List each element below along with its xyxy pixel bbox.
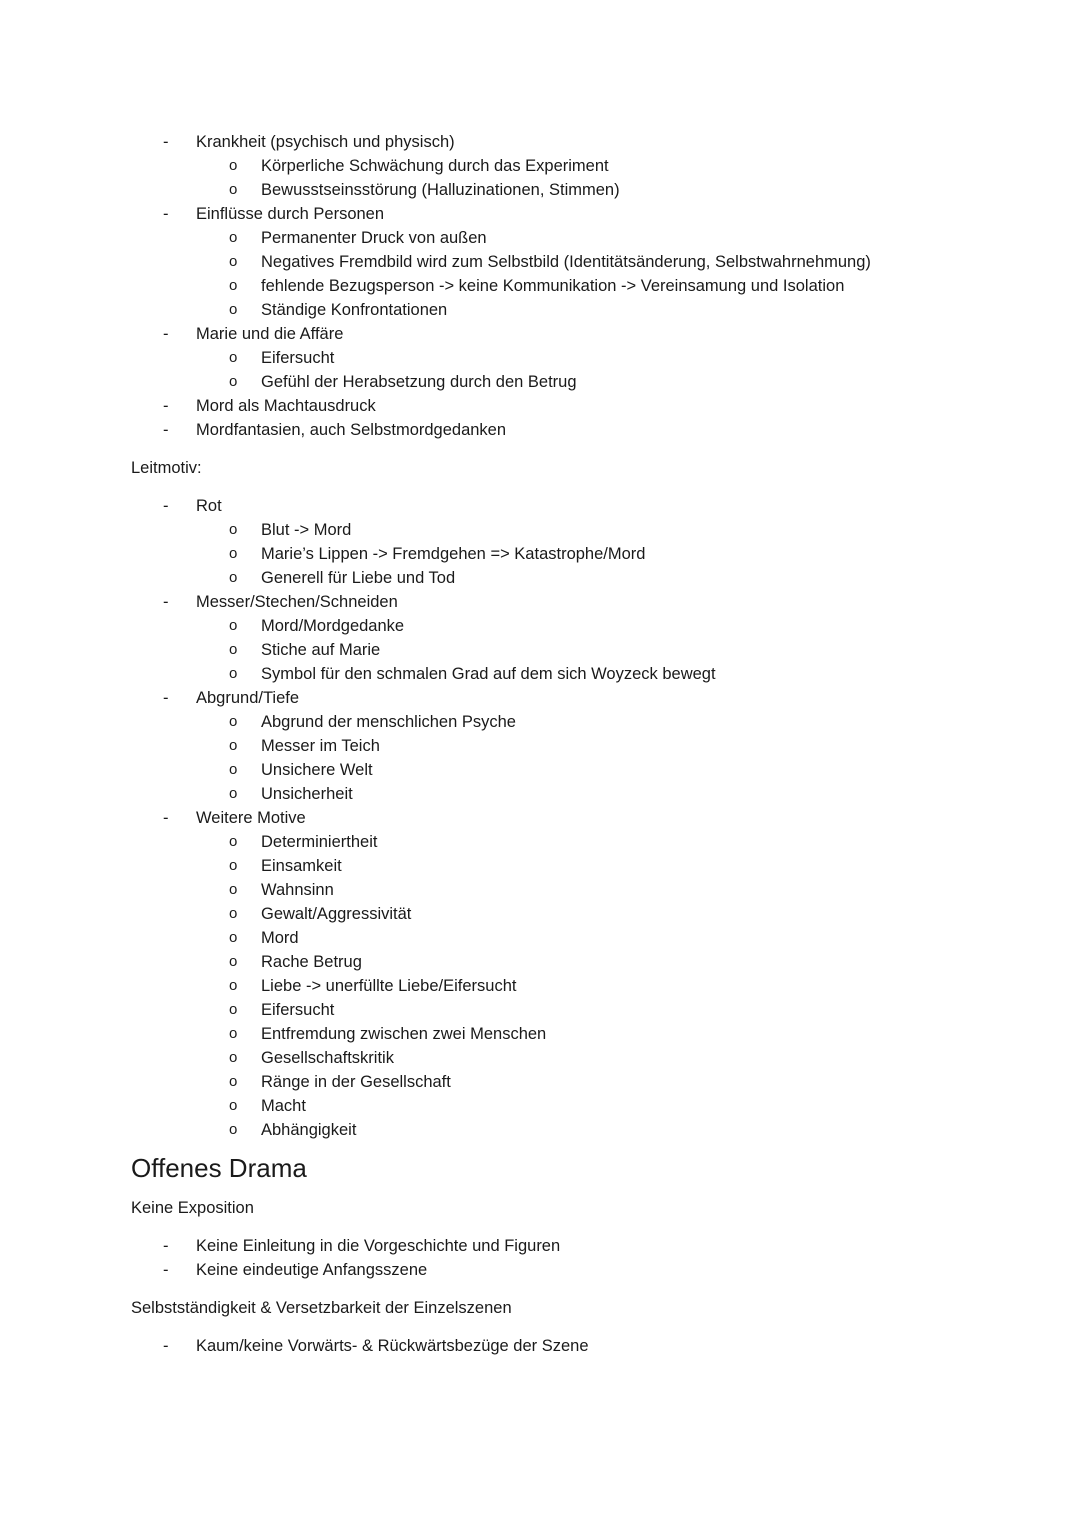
- dash-bullet: -: [163, 1261, 169, 1279]
- item-text: Unsicherheit: [261, 785, 353, 803]
- dash-bullet: -: [163, 1237, 169, 1255]
- item-text: Mordfantasien, auch Selbstmordgedanken: [196, 421, 507, 439]
- circle-bullet: o: [229, 977, 238, 994]
- item-text: Messer/Stechen/Schneiden: [196, 593, 398, 611]
- sub-list-item: [0, 758, 1080, 782]
- sub-list-item: [0, 178, 1080, 202]
- circle-bullet: o: [229, 229, 238, 246]
- item-text: fehlende Bezugsperson -> keine Kommunikation -> Vereinsamung und Isolation: [261, 277, 845, 295]
- item-text: Weitere Motive: [196, 809, 306, 827]
- list-item: [0, 418, 1080, 442]
- sub-list-item: [0, 1094, 1080, 1118]
- sub-list-item: [0, 662, 1080, 686]
- sub-list-item: [0, 566, 1080, 590]
- dash-bullet: -: [163, 809, 169, 827]
- circle-bullet: o: [229, 1121, 238, 1138]
- circle-bullet: o: [229, 545, 238, 562]
- circle-bullet: o: [229, 737, 238, 754]
- circle-bullet: o: [229, 857, 238, 874]
- circle-bullet: o: [229, 881, 238, 898]
- sub-list-item: [0, 274, 1080, 298]
- item-text: Stiche auf Marie: [261, 641, 381, 659]
- dash-bullet: -: [163, 689, 169, 707]
- sub-list-item: [0, 902, 1080, 926]
- item-text: Mord: [261, 929, 299, 947]
- dash-bullet: -: [163, 205, 169, 223]
- sub-list-item: [0, 542, 1080, 566]
- sub-list-item: [0, 518, 1080, 542]
- sub-list-item: [0, 226, 1080, 250]
- circle-bullet: o: [229, 1049, 238, 1066]
- circle-bullet: o: [229, 277, 238, 294]
- einzelszenen-label: Selbstständigkeit & Versetzbarkeit der Einzelszenen: [131, 1299, 512, 1317]
- item-text: Gesellschaftskritik: [261, 1049, 394, 1067]
- sub-list-item: [0, 878, 1080, 902]
- item-text: Einsamkeit: [261, 857, 342, 875]
- sub-list-item: [0, 1046, 1080, 1070]
- sub-list-item: [0, 370, 1080, 394]
- list-item: [0, 394, 1080, 418]
- item-text: Macht: [261, 1097, 306, 1115]
- sub-list-item: [0, 950, 1080, 974]
- circle-bullet: o: [229, 301, 238, 318]
- sub-list-item: [0, 614, 1080, 638]
- sub-list-item: [0, 154, 1080, 178]
- list-item: [0, 686, 1080, 710]
- item-text: Messer im Teich: [261, 737, 380, 755]
- exposition-label: Keine Exposition: [131, 1199, 254, 1217]
- list-item: [0, 590, 1080, 614]
- circle-bullet: o: [229, 833, 238, 850]
- sub-list-item: [0, 346, 1080, 370]
- item-text: Blut -> Mord: [261, 521, 352, 539]
- einzelszenen-list: [0, 1334, 1080, 1358]
- item-text: Negatives Fremdbild wird zum Selbstbild (Identitätsänderung, Selbstwahrnehmung): [261, 253, 871, 271]
- item-text: Gewalt/Aggressivität: [261, 905, 412, 923]
- list-item: [0, 322, 1080, 346]
- item-text: Mord als Machtausdruck: [196, 397, 376, 415]
- causes-list: [0, 130, 1080, 442]
- list-item: [0, 1334, 1080, 1358]
- sub-list-item: [0, 854, 1080, 878]
- circle-bullet: o: [229, 157, 238, 174]
- list-item: [0, 1258, 1080, 1282]
- leitmotiv-list: [0, 494, 1080, 1142]
- item-text: Gefühl der Herabsetzung durch den Betrug: [261, 373, 577, 391]
- sub-list-item: [0, 1070, 1080, 1094]
- circle-bullet: o: [229, 761, 238, 778]
- item-text: Abhängigkeit: [261, 1121, 357, 1139]
- sub-list-item: [0, 298, 1080, 322]
- list-item: [0, 494, 1080, 518]
- sub-list-item: [0, 734, 1080, 758]
- item-text: Ränge in der Gesellschaft: [261, 1073, 451, 1091]
- list-item: [0, 130, 1080, 154]
- dash-bullet: -: [163, 421, 169, 439]
- sub-list-item: [0, 926, 1080, 950]
- item-text: Bewusstseinsstörung (Halluzinationen, Stimmen): [261, 181, 620, 199]
- item-text: Eifersucht: [261, 349, 335, 367]
- item-text: Abgrund/Tiefe: [196, 689, 300, 707]
- circle-bullet: o: [229, 713, 238, 730]
- item-text: Symbol für den schmalen Grad auf dem sich Woyzeck bewegt: [261, 665, 716, 683]
- circle-bullet: o: [229, 1073, 238, 1090]
- item-text: Abgrund der menschlichen Psyche: [261, 713, 516, 731]
- item-text: Permanenter Druck von außen: [261, 229, 487, 247]
- circle-bullet: o: [229, 665, 238, 682]
- item-text: Eifersucht: [261, 1001, 335, 1019]
- item-text: Wahnsinn: [261, 881, 334, 899]
- circle-bullet: o: [229, 1001, 238, 1018]
- item-text: Determiniertheit: [261, 833, 378, 851]
- circle-bullet: o: [229, 617, 238, 634]
- item-text: Einflüsse durch Personen: [196, 205, 385, 223]
- list-item: [0, 806, 1080, 830]
- dash-bullet: -: [163, 1337, 169, 1355]
- circle-bullet: o: [229, 349, 238, 366]
- item-text: Rot: [196, 497, 222, 515]
- dash-bullet: -: [163, 593, 169, 611]
- item-text: Keine eindeutige Anfangsszene: [196, 1261, 428, 1279]
- circle-bullet: o: [229, 373, 238, 390]
- circle-bullet: o: [229, 785, 238, 802]
- sub-list-item: [0, 638, 1080, 662]
- item-text: Liebe -> unerfüllte Liebe/Eifersucht: [261, 977, 517, 995]
- dash-bullet: -: [163, 397, 169, 415]
- item-text: Rache Betrug: [261, 953, 362, 971]
- item-text: Ständige Konfrontationen: [261, 301, 448, 319]
- exposition-list: [0, 1234, 1080, 1282]
- circle-bullet: o: [229, 253, 238, 270]
- sub-list-item: [0, 998, 1080, 1022]
- dash-bullet: -: [163, 325, 169, 343]
- circle-bullet: o: [229, 1025, 238, 1042]
- circle-bullet: o: [229, 521, 238, 538]
- circle-bullet: o: [229, 569, 238, 586]
- sub-list-item: [0, 1118, 1080, 1142]
- dash-bullet: -: [163, 133, 169, 151]
- item-text: Unsichere Welt: [261, 761, 373, 779]
- item-text: Marie’s Lippen -> Fremdgehen => Katastrophe/Mord: [261, 545, 646, 563]
- circle-bullet: o: [229, 641, 238, 658]
- sub-list-item: [0, 1022, 1080, 1046]
- circle-bullet: o: [229, 929, 238, 946]
- circle-bullet: o: [229, 181, 238, 198]
- section-heading: Offenes Drama: [131, 1153, 307, 1183]
- circle-bullet: o: [229, 1097, 238, 1114]
- leitmotiv-label: Leitmotiv:: [131, 459, 202, 477]
- list-item: [0, 202, 1080, 226]
- item-text: Keine Einleitung in die Vorgeschichte und Figuren: [196, 1237, 561, 1255]
- list-item: [0, 1234, 1080, 1258]
- sub-list-item: [0, 830, 1080, 854]
- item-text: Mord/Mordgedanke: [261, 617, 405, 635]
- item-text: Krankheit (psychisch und physisch): [196, 133, 455, 151]
- document-page: [0, 130, 1080, 1358]
- dash-bullet: -: [163, 497, 169, 515]
- sub-list-item: [0, 250, 1080, 274]
- circle-bullet: o: [229, 905, 238, 922]
- circle-bullet: o: [229, 953, 238, 970]
- sub-list-item: [0, 782, 1080, 806]
- item-text: Marie und die Affäre: [196, 325, 344, 343]
- sub-list-item: [0, 974, 1080, 998]
- item-text: Kaum/keine Vorwärts- & Rückwärtsbezüge der Szene: [196, 1337, 589, 1355]
- sub-list-item: [0, 710, 1080, 734]
- item-text: Entfremdung zwischen zwei Menschen: [261, 1025, 547, 1043]
- item-text: Körperliche Schwächung durch das Experiment: [261, 157, 609, 175]
- item-text: Generell für Liebe und Tod: [261, 569, 456, 587]
